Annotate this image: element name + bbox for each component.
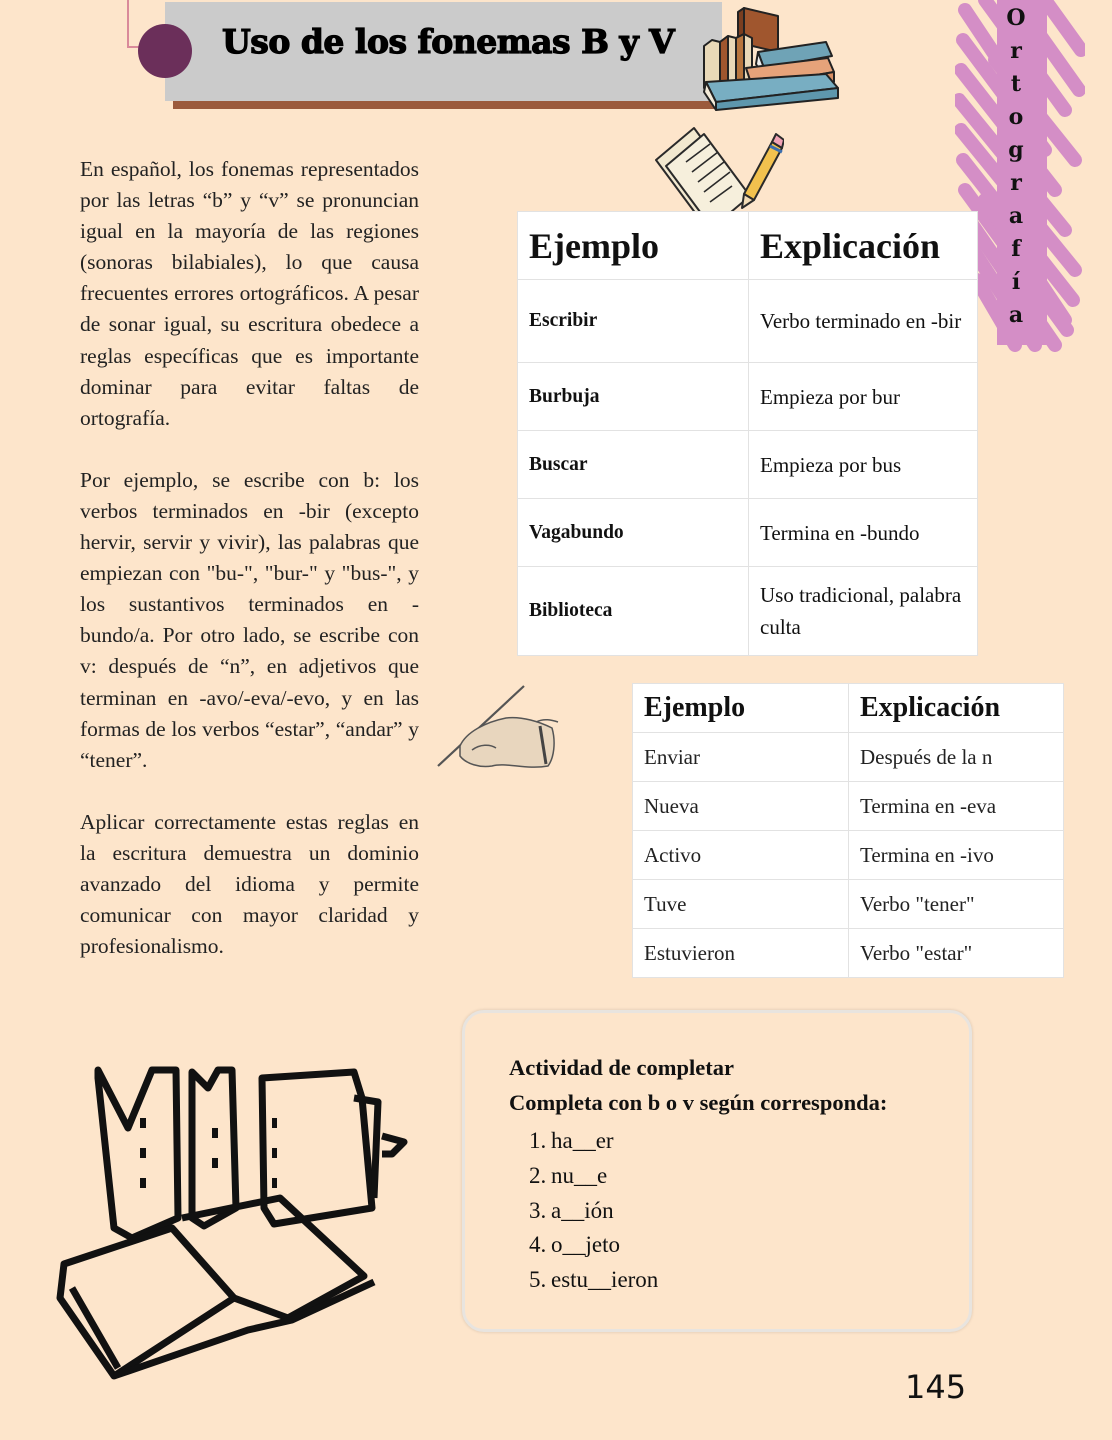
- activity-item: [529, 1194, 658, 1229]
- example-explanation: Verbo "estar": [849, 929, 1064, 978]
- page-title: Uso de los fonemas B y V: [222, 22, 675, 61]
- hand-writing-quill-icon: [436, 682, 566, 774]
- paragraph-rules: Por ejemplo, se escribe con b: los verbos terminados en -bir (excepto hervir, servir y vivir), las palabras que empiezan con "bu-", "bur-" y "bus-", y los sustantivos terminados en -bundo/a. Por otro lado, se escribe con v: después de “n”, en adjetivos que terminan en -avo/-eva/-evo, y en las formas de los verbos “estar”, “andar” y “tener”.: [80, 467, 419, 772]
- activity-instruction: Completa con b o v según corresponda:: [509, 1090, 888, 1115]
- item-text: ha__er: [551, 1128, 614, 1153]
- activity-item: [529, 1228, 658, 1263]
- side-letter: r: [1010, 170, 1022, 196]
- example-word: Nueva: [633, 782, 849, 831]
- side-letter: r: [1010, 38, 1022, 64]
- item-text: estu__ieron: [551, 1267, 659, 1293]
- table-row: [633, 831, 1064, 880]
- example-word: Biblioteca: [518, 567, 749, 656]
- books-line-art-icon: [52, 1058, 432, 1393]
- example-word: Vagabundo: [518, 499, 749, 567]
- side-letter: a: [1008, 302, 1024, 328]
- side-letter: a: [1008, 203, 1024, 229]
- table-row: [633, 929, 1064, 978]
- table-row: [518, 499, 978, 567]
- side-letter: O: [1006, 5, 1026, 31]
- activity-title: Actividad de completar: [509, 1055, 734, 1080]
- activity-item: [529, 1124, 658, 1159]
- example-explanation: Empieza por bur: [749, 363, 978, 431]
- item-text: o__jeto: [551, 1232, 620, 1258]
- example-explanation: Uso tradicional, palabra culta: [749, 567, 978, 656]
- example-explanation: Empieza por bus: [749, 431, 978, 499]
- table-header-row: [633, 684, 1064, 733]
- example-explanation: Después de la n: [849, 733, 1064, 782]
- example-word: Tuve: [633, 880, 849, 929]
- example-explanation: Termina en -ivo: [849, 831, 1064, 880]
- activity-list: [529, 1124, 658, 1298]
- example-explanation: Verbo "tener": [849, 880, 1064, 929]
- table-row: [633, 880, 1064, 929]
- table-row: [633, 733, 1064, 782]
- example-word: Escribir: [518, 280, 749, 363]
- table-row: [518, 363, 978, 431]
- table-row: [633, 782, 1064, 831]
- side-tag-label: [996, 2, 1036, 332]
- book-stack-icon: [698, 2, 844, 112]
- example-word: Enviar: [633, 733, 849, 782]
- body-text: [80, 154, 419, 993]
- item-number: 5.: [529, 1267, 547, 1293]
- example-explanation: Termina en -bundo: [749, 499, 978, 567]
- item-number: 1.: [529, 1128, 547, 1153]
- item-number: 3.: [529, 1197, 547, 1223]
- table-row: [518, 280, 978, 363]
- column-header-explicacion: Explicación: [849, 684, 1064, 733]
- b-examples-table: [517, 211, 978, 656]
- table-row: [518, 431, 978, 499]
- item-number: 4.: [529, 1232, 547, 1258]
- item-number: 2.: [529, 1162, 547, 1188]
- activity-item: [529, 1159, 658, 1194]
- title-bullet-dot: [138, 24, 192, 78]
- table-row: [518, 567, 978, 656]
- title-underline: [173, 100, 728, 109]
- column-header-explicacion: Explicación: [749, 212, 978, 280]
- paragraph-intro: En español, los fonemas representados por las letras “b” y “v” se pronuncian igual en la mayoría de las regiones (sonoras bilabiales), lo que causa frecuentes errores ortográficos. A pesar de sonar igual, su escritura obedece a reglas específicas que es importante dominar para evitar faltas de ortografía.: [80, 157, 419, 430]
- example-word: Buscar: [518, 431, 749, 499]
- column-header-ejemplo: Ejemplo: [518, 212, 749, 280]
- side-letter: f: [1011, 236, 1021, 262]
- activity-item: [529, 1263, 658, 1298]
- table-header-row: [518, 212, 978, 280]
- side-letter: o: [1008, 104, 1024, 130]
- activity-box: [462, 1010, 972, 1332]
- v-examples-table: [632, 683, 1064, 978]
- example-word: Activo: [633, 831, 849, 880]
- column-header-ejemplo: Ejemplo: [633, 684, 849, 733]
- example-explanation: Verbo terminado en -bir: [749, 280, 978, 363]
- example-explanation: Termina en -eva: [849, 782, 1064, 831]
- item-text: nu__e: [551, 1162, 608, 1188]
- page-number: 145: [905, 1368, 967, 1406]
- example-word: Burbuja: [518, 363, 749, 431]
- side-letter: í: [1011, 269, 1021, 295]
- side-letter: g: [1008, 137, 1024, 163]
- side-letter: t: [1010, 71, 1022, 97]
- example-word: Estuvieron: [633, 929, 849, 978]
- item-text: a__ión: [551, 1197, 614, 1223]
- paragraph-conclusion: Aplicar correctamente estas reglas en la escritura demuestra un dominio avanzado del idioma y permite comunicar con mayor claridad y profesionalismo.: [80, 809, 419, 959]
